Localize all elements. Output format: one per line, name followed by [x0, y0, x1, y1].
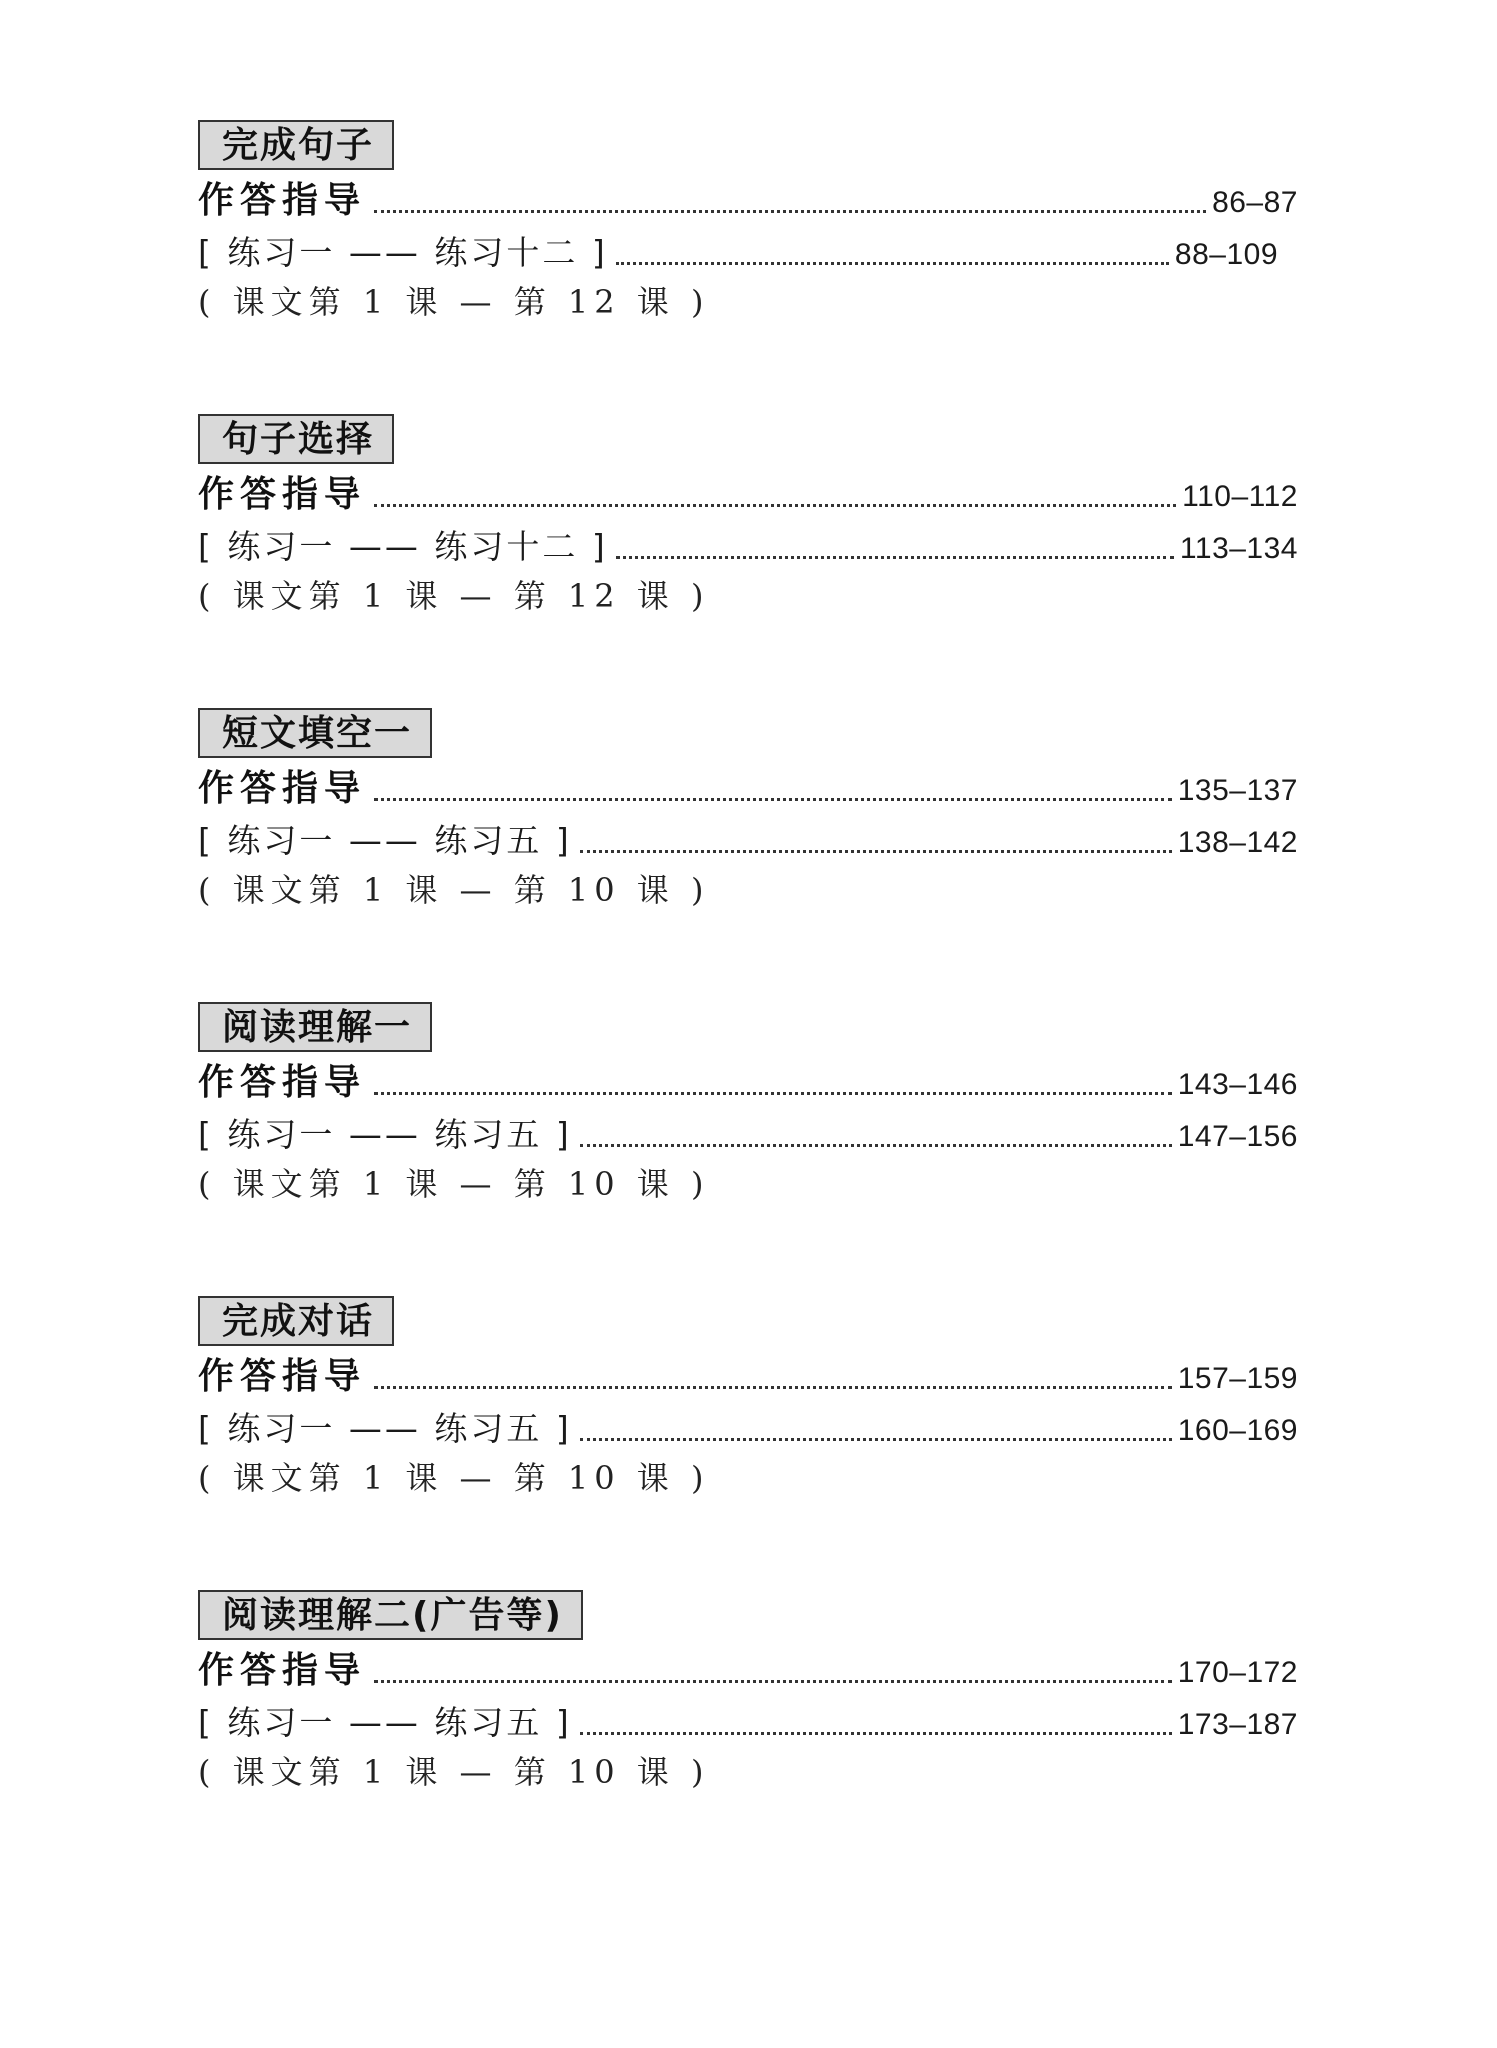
entry-label: [ 练习一 —— 练习十二 ] [198, 233, 608, 272]
lesson-range-note: ( 课文第 1 课 — 第 10 课 ) [198, 1165, 710, 1203]
dot-leader [374, 1386, 1172, 1389]
section-heading: 阅读理解二(广告等) [198, 1590, 583, 1640]
dot-leader [374, 798, 1172, 801]
toc-entry-exercises[interactable] [198, 228, 1278, 278]
toc-section-complete-dialogue [198, 1296, 1298, 1502]
lesson-range-note: ( 课文第 1 课 — 第 12 课 ) [198, 577, 710, 615]
page-range: 157–159 [1177, 1362, 1298, 1395]
page-range: 143–146 [1177, 1068, 1298, 1101]
page-range: 110–112 [1182, 480, 1298, 513]
toc-entry-guide[interactable] [198, 1058, 1298, 1108]
entry-label: 作答指导 [198, 1650, 367, 1691]
lesson-range-note: ( 课文第 1 课 — 第 10 课 ) [198, 871, 710, 909]
page-range: 86–87 [1212, 186, 1298, 219]
section-heading: 完成对话 [198, 1296, 394, 1346]
toc-entry-exercises[interactable] [198, 816, 1298, 866]
lesson-range-note: ( 课文第 1 课 — 第 10 课 ) [198, 1459, 710, 1497]
dot-leader [580, 850, 1172, 853]
toc-section-reading-one [198, 1002, 1298, 1208]
toc-entry-guide[interactable] [198, 1646, 1298, 1696]
toc-entry-exercises[interactable] [198, 1698, 1298, 1748]
entry-label: 作答指导 [198, 1356, 367, 1397]
page-range: 173–187 [1177, 1708, 1298, 1741]
section-heading: 句子选择 [198, 414, 394, 464]
dot-leader [616, 262, 1169, 265]
entry-label: [ 练习一 —— 练习五 ] [198, 1409, 572, 1448]
toc-entry-guide[interactable] [198, 470, 1298, 520]
entry-label: [ 练习一 —— 练习五 ] [198, 1703, 572, 1742]
page-range: 88–109 [1174, 238, 1278, 271]
toc-entry-guide[interactable] [198, 1352, 1298, 1402]
toc-entry-exercises[interactable] [198, 1404, 1298, 1454]
dot-leader [374, 1680, 1172, 1683]
section-heading: 阅读理解一 [198, 1002, 432, 1052]
section-heading: 完成句子 [198, 120, 394, 170]
entry-label: [ 练习一 —— 练习十二 ] [198, 527, 608, 566]
lesson-range-note: ( 课文第 1 课 — 第 10 课 ) [198, 1753, 710, 1791]
page-range: 138–142 [1177, 826, 1298, 859]
toc-entry-exercises[interactable] [198, 1110, 1298, 1160]
dot-leader [580, 1732, 1172, 1735]
entry-label: 作答指导 [198, 474, 367, 515]
page-range: 113–134 [1179, 532, 1298, 565]
section-heading: 短文填空一 [198, 708, 432, 758]
page-range: 147–156 [1177, 1120, 1298, 1153]
dot-leader [374, 504, 1176, 507]
toc-section-cloze-one [198, 708, 1298, 914]
toc-section-sentence-selection [198, 414, 1298, 620]
dot-leader [374, 1092, 1172, 1095]
entry-label: 作答指导 [198, 768, 367, 809]
dot-leader [580, 1438, 1172, 1441]
toc-entry-guide[interactable] [198, 764, 1298, 814]
entry-label: [ 练习一 —— 练习五 ] [198, 821, 572, 860]
toc-section-reading-two [198, 1590, 1298, 1796]
toc-entry-guide[interactable] [198, 176, 1298, 226]
toc-entry-exercises[interactable] [198, 522, 1298, 572]
page-range: 160–169 [1177, 1414, 1298, 1447]
dot-leader [616, 556, 1174, 559]
entry-label: 作答指导 [198, 1062, 367, 1103]
toc-section-complete-sentences [198, 120, 1298, 326]
dot-leader [580, 1144, 1172, 1147]
dot-leader [374, 210, 1206, 213]
lesson-range-note: ( 课文第 1 课 — 第 12 课 ) [198, 283, 710, 321]
entry-label: [ 练习一 —— 练习五 ] [198, 1115, 572, 1154]
page-range: 170–172 [1177, 1656, 1298, 1689]
page-range: 135–137 [1177, 774, 1298, 807]
entry-label: 作答指导 [198, 180, 367, 221]
